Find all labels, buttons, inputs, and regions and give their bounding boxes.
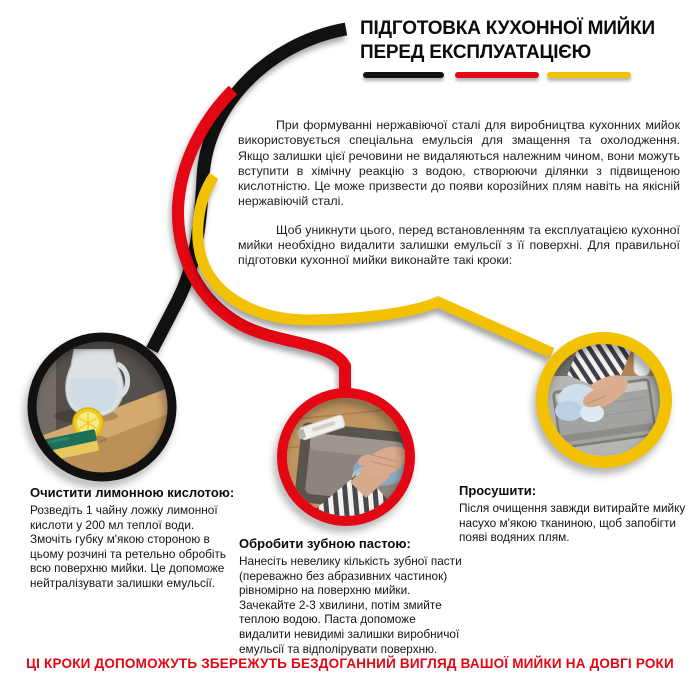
step3-heading: Просушити: xyxy=(459,483,537,498)
step1-photo xyxy=(32,337,172,477)
step2-text-block xyxy=(239,536,465,656)
footer-slogan: ЦІ КРОКИ ДОПОМОЖУТЬ ЗБЕРЕЖУТЬ БЕЗДОГАННИЙ ВИГЛЯД ВАШОЇ МИЙКИ НА ДОВГІ РОКИ xyxy=(26,656,674,671)
step2-heading: Обробити зубною пастою: xyxy=(239,536,411,551)
page-title-line2: ПЕРЕД ЕКСПЛУАТАЦІЄЮ xyxy=(360,41,591,63)
title-underline-yellow xyxy=(547,72,631,78)
step2-photo xyxy=(282,393,414,549)
step2-body: Нанесіть невелику кількість зубної пасти (переважно без абразивних частинок) рівномірно на поверхню мийки. Зачекайте 2-3 хвилини, потім змийте теплою водою. Паста допоможе видалити невидимі залишки виробничої емульсії та відполірувати поверхню. xyxy=(239,554,462,656)
step1-text-block xyxy=(30,485,238,591)
step3-text-block xyxy=(459,483,695,545)
step1-body: Розведіть 1 чайну ложку лимонної кислоти у 200 мл теплої води. Змочіть губку м'якою стороною в цьому розчині та ретельно обробіть всю поверхню мийки. Це допоможе нейтралізувати залишки емульсії. xyxy=(30,503,227,590)
intro-text xyxy=(238,118,680,282)
step3-body: Після очищення завжди витирайте мийку насухо м'якою тканиною, щоб запобігти появі водяних плям. xyxy=(459,501,686,545)
title-underline-red xyxy=(455,72,539,78)
step1-heading: Очистити лимонною кислотою: xyxy=(30,485,235,500)
title-underline-black xyxy=(363,72,444,78)
page-title-line1: ПІДГОТОВКА КУХОННОЇ МИЙКИ xyxy=(360,18,655,39)
step3-photo xyxy=(542,319,666,462)
page-title xyxy=(360,17,660,64)
intro-paragraph-1: При формуванні нержавіючої сталі для виробництва кухонних мийок використовується спеціальна емульсія для змащення та охолодження. Якщо залишки цієї речовини не видаляються належним чином, вони можуть вступити в хімічну реакцію з водою, створюючи ділянки з підвищеною кислотністю. Це може призвести до появи корозійних плям навіть на якісній нержавіючій сталі. xyxy=(238,118,680,209)
intro-paragraph-2: Щоб уникнути цього, перед встановленням та експлуатацією кухонної мийки необхідно видалити залишки емульсії з її поверхні. Для правильної підготовки кухонної мийки виконайте такі кроки: xyxy=(238,222,680,268)
